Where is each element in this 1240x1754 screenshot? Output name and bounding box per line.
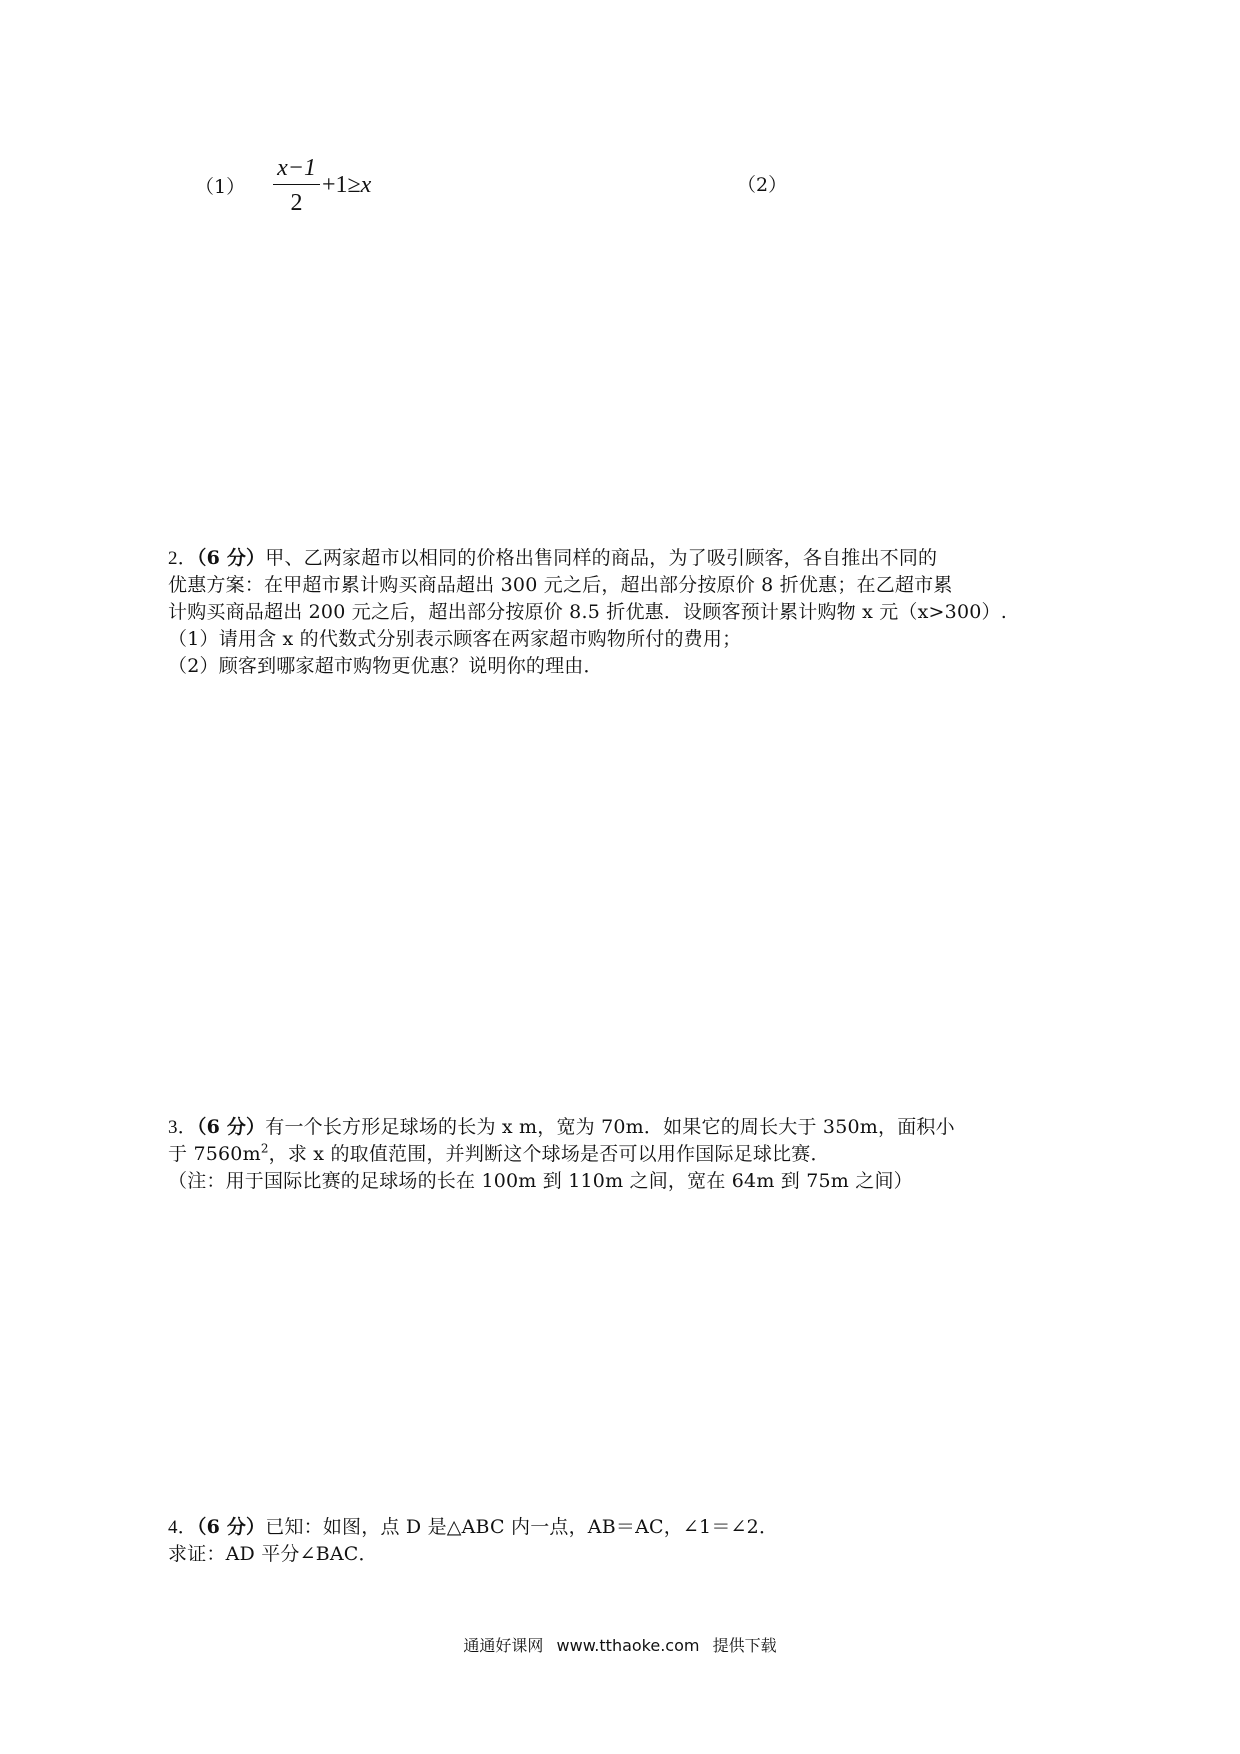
question-score: （6 分） (196, 1516, 266, 1538)
question-3-line-1 (168, 1114, 1068, 1141)
question-2-line-1 (168, 545, 1068, 572)
part2-label: （2） (737, 174, 788, 196)
question-2-sub-1: （1）请用含 x 的代数式分别表示顾客在两家超市购物所付的费用； (168, 628, 742, 650)
question-2-sub-2: （2）顾客到哪家超市购物更优惠？说明你的理由． (168, 655, 603, 677)
fraction-numerator: x−1 (273, 156, 320, 185)
question-3-note: （注：用于国际比赛的足球场的长在 100m 到 110m 之间，宽在 64m 到 75m 之间） (168, 1170, 913, 1192)
question-number: 2． (168, 548, 197, 569)
question-number: 3． (168, 1117, 197, 1138)
question-2-line-2: 优惠方案：在甲超市累计购买商品超出 300 元之后，超出部分按原价 8 折优惠；在乙超市累 (168, 574, 953, 596)
question-text: 已知：如图，点 D 是△ABC 内一点，AB＝AC，∠1＝∠2． (265, 1516, 779, 1538)
question-3-line-2 (168, 1141, 1068, 1168)
inequality-plus-one: +1≥ (321, 171, 361, 198)
question-4-line-2: 求证：AD 平分∠BAC． (168, 1543, 378, 1565)
footer-url[interactable]: www.tthaoke.com (556, 1636, 700, 1655)
footer-site-name: 通通好课网 (463, 1636, 544, 1655)
line-2-pre: 于 7560m (168, 1143, 261, 1165)
question-number: 4． (168, 1517, 197, 1538)
question-2 (168, 545, 1068, 680)
question-3 (168, 1114, 1068, 1195)
footer-suffix: 提供下载 (712, 1636, 777, 1655)
fraction (273, 156, 320, 215)
problem1-part1 (195, 150, 371, 220)
line-2-post: ，求 x 的取值范围，并判断这个球场是否可以用作国际足球比赛． (268, 1143, 830, 1165)
superscript-2: 2 (260, 1141, 269, 1156)
problem1-part2 (737, 170, 787, 197)
question-4 (168, 1514, 1068, 1568)
question-score: （6 分） (196, 547, 266, 569)
question-2-line-3: 计购买商品超出 200 元之后，超出部分按原价 8.5 折优惠．设顾客预计累计购物 x 元（x>300）. (168, 601, 1007, 623)
question-text: 甲、乙两家超市以相同的价格出售同样的商品，为了吸引顾客，各自推出不同的 (265, 547, 938, 569)
part1-label: （1） (195, 175, 246, 198)
inequality-variable: x (360, 171, 372, 198)
question-score: （6 分） (196, 1116, 266, 1138)
question-text: 有一个长方形足球场的长为 x m，宽为 70m．如果它的周长大于 350m，面积小 (265, 1116, 955, 1138)
page-footer (0, 1633, 1240, 1656)
question-4-line-1 (168, 1514, 1068, 1541)
inequality-rest (322, 172, 371, 199)
fraction-denominator: 2 (290, 189, 303, 216)
